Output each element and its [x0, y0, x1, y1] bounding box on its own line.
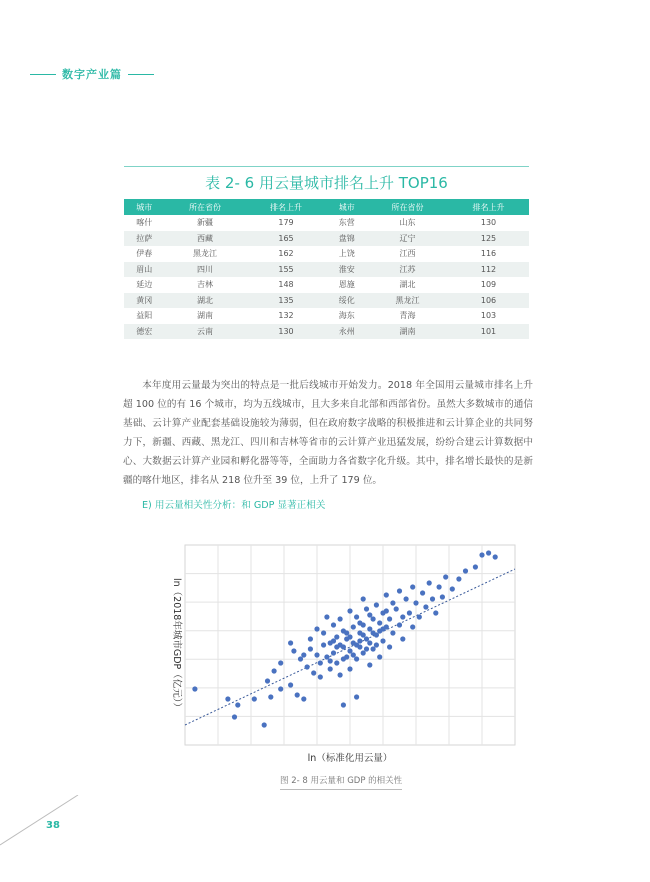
data-point [367, 662, 372, 667]
data-point [440, 594, 445, 599]
section-title: 数字产业篇 [62, 68, 122, 81]
data-point [371, 616, 376, 621]
data-point [423, 604, 428, 609]
table-cell: 上饶 [327, 246, 368, 262]
data-point [314, 652, 319, 657]
data-point [272, 668, 277, 673]
data-point [463, 568, 468, 573]
data-point [361, 650, 366, 655]
data-point [318, 674, 323, 679]
data-point [354, 642, 359, 647]
table-row [124, 324, 529, 340]
table-cell: 179 [246, 215, 327, 231]
data-point [331, 650, 336, 655]
data-point [351, 624, 356, 629]
data-point [338, 642, 343, 647]
data-point [367, 626, 372, 631]
table-cell: 山东 [367, 215, 448, 231]
data-point [397, 622, 402, 627]
data-point [295, 692, 300, 697]
data-point [354, 694, 359, 699]
table-cell: 162 [246, 246, 327, 262]
column-header: 所在省份 [165, 199, 246, 215]
column-header: 排名上升 [448, 199, 529, 215]
data-point [347, 648, 352, 653]
page-number: 38 [46, 820, 60, 831]
data-point [380, 626, 385, 631]
table-cell: 135 [246, 293, 327, 309]
data-point [374, 602, 379, 607]
data-point [311, 670, 316, 675]
table-cell: 109 [448, 277, 529, 293]
data-point [278, 686, 283, 691]
table-cell: 116 [448, 246, 529, 262]
table-cell: 四川 [165, 262, 246, 278]
data-point [394, 606, 399, 611]
table-top-rule [124, 166, 529, 167]
data-point [371, 646, 376, 651]
table-row [124, 246, 529, 262]
data-point [390, 630, 395, 635]
table-cell: 江苏 [367, 262, 448, 278]
table-row [124, 215, 529, 231]
data-point [364, 606, 369, 611]
data-point [443, 574, 448, 579]
table-cell: 新疆 [165, 215, 246, 231]
data-point [473, 564, 478, 569]
data-point [377, 620, 382, 625]
data-point [354, 656, 359, 661]
table-cell: 西藏 [165, 231, 246, 247]
ranking-table [124, 199, 529, 339]
table-cell: 黑龙江 [165, 246, 246, 262]
table-cell: 125 [448, 231, 529, 247]
data-point [367, 612, 372, 617]
data-point [361, 596, 366, 601]
data-point [486, 550, 491, 555]
data-point [331, 638, 336, 643]
table-cell: 湖南 [367, 324, 448, 340]
data-point [314, 626, 319, 631]
table-row [124, 293, 529, 309]
data-point [298, 656, 303, 661]
data-point [390, 600, 395, 605]
data-point [265, 678, 270, 683]
table-cell: 德宏 [124, 324, 165, 340]
table-cell: 伊春 [124, 246, 165, 262]
table-cell: 湖北 [367, 277, 448, 293]
data-point [318, 660, 323, 665]
table-row [124, 277, 529, 293]
table-cell: 148 [246, 277, 327, 293]
table-row [124, 231, 529, 247]
table-cell: 淮安 [327, 262, 368, 278]
table-title: 表 2- 6 用云量城市排名上升 TOP16 [205, 174, 448, 192]
data-point [384, 592, 389, 597]
data-point [364, 646, 369, 651]
data-point [338, 616, 343, 621]
table-cell: 益阳 [124, 308, 165, 324]
data-point [351, 652, 356, 657]
data-point [334, 634, 339, 639]
data-point [328, 666, 333, 671]
data-point [341, 702, 346, 707]
y-axis-label: ln（2018年城市GDP（亿元）） [171, 578, 182, 712]
data-point [235, 702, 240, 707]
table-cell: 130 [448, 215, 529, 231]
section-subheading: E) 用云量相关性分析：和 GDP 显著正相关 [142, 500, 326, 511]
data-point [410, 584, 415, 589]
table-cell: 106 [448, 293, 529, 309]
table-cell: 延边 [124, 277, 165, 293]
data-point [384, 608, 389, 613]
table-cell: 海东 [327, 308, 368, 324]
header-line-right [128, 74, 154, 75]
data-point [225, 696, 230, 701]
data-point [232, 714, 237, 719]
data-point [407, 610, 412, 615]
table-cell: 132 [246, 308, 327, 324]
table-body [124, 215, 529, 339]
paragraph-text: 本年度用云量最为突出的特点是一批后线城市开始发力。2018 年全国用云量城市排名上升超 100 位的有 16 个城市，均为五线城市，且大多来自北部和西部省份。虽然大多数城市的通信基础、云计算产业配套基础设施较为薄弱，但在政府数字战略的积极推进和云计算企业的共同努力下，新疆、西藏、黑龙江、四川和吉林等省市的云计算产业迅猛发展，纷纷合建云计算数据中心、大数据云计算产业园和孵化器等等，全面助力各省数字化升级。其中，排名增长最快的是新疆的喀什地区，排名从 218 位升至 39 位，上升了 179 位。 [123, 380, 533, 486]
data-point [354, 614, 359, 619]
table-row [124, 262, 529, 278]
data-point [357, 638, 362, 643]
data-point [404, 596, 409, 601]
column-header: 城市 [124, 199, 165, 215]
data-point [334, 660, 339, 665]
data-point [338, 672, 343, 677]
table-cell: 喀什 [124, 215, 165, 231]
table-cell: 盘锦 [327, 231, 368, 247]
data-point [192, 686, 197, 691]
table-cell: 黑龙江 [367, 293, 448, 309]
data-point [380, 638, 385, 643]
data-point [288, 682, 293, 687]
data-point [367, 640, 372, 645]
data-point [347, 634, 352, 639]
table-cell: 江西 [367, 246, 448, 262]
data-point [413, 600, 418, 605]
table-cell: 112 [448, 262, 529, 278]
data-point [377, 654, 382, 659]
table-header-row [124, 199, 529, 215]
scatter-chart [160, 535, 520, 765]
data-point [301, 696, 306, 701]
data-point [427, 580, 432, 585]
data-point [324, 614, 329, 619]
data-point [450, 586, 455, 591]
data-point [308, 636, 313, 641]
data-point [387, 644, 392, 649]
body-paragraph [123, 376, 533, 490]
table-cell: 黄冈 [124, 293, 165, 309]
data-point [291, 648, 296, 653]
decorative-diagonal [0, 795, 90, 855]
data-point [410, 624, 415, 629]
table-cell: 拉萨 [124, 231, 165, 247]
data-point [278, 660, 283, 665]
data-point [321, 642, 326, 647]
x-axis-label: ln（标准化用云量） [307, 753, 393, 764]
data-point [328, 658, 333, 663]
table-cell: 青海 [367, 308, 448, 324]
data-point [433, 610, 438, 615]
data-point [262, 722, 267, 727]
data-point [308, 646, 313, 651]
table-cell: 130 [246, 324, 327, 340]
table-cell: 103 [448, 308, 529, 324]
caption-underline [280, 789, 402, 790]
data-point [331, 622, 336, 627]
table-cell: 绥化 [327, 293, 368, 309]
table-cell: 东营 [327, 215, 368, 231]
table-cell: 吉林 [165, 277, 246, 293]
data-point [420, 590, 425, 595]
data-point [364, 636, 369, 641]
section-header [30, 66, 154, 82]
table-cell: 湖南 [165, 308, 246, 324]
data-point [288, 640, 293, 645]
table-cell: 155 [246, 262, 327, 278]
figure-caption: 图 2- 8 用云量和 GDP 的相关性 [280, 776, 403, 786]
table-cell: 眉山 [124, 262, 165, 278]
data-point [357, 620, 362, 625]
data-point [252, 696, 257, 701]
data-point [324, 654, 329, 659]
header-line-left [30, 74, 56, 75]
data-point [430, 596, 435, 601]
data-point [301, 652, 306, 657]
data-point [268, 694, 273, 699]
data-point [397, 588, 402, 593]
data-point [479, 552, 484, 557]
data-point [400, 636, 405, 641]
data-point [361, 632, 366, 637]
data-point [347, 666, 352, 671]
data-point [437, 584, 442, 589]
data-point [493, 554, 498, 559]
data-point [321, 630, 326, 635]
data-point [456, 576, 461, 581]
table-cell: 湖北 [165, 293, 246, 309]
table-cell: 云南 [165, 324, 246, 340]
data-point [305, 664, 310, 669]
table-row [124, 308, 529, 324]
column-header: 所在省份 [367, 199, 448, 215]
data-point [400, 614, 405, 619]
table-cell: 永州 [327, 324, 368, 340]
data-point [417, 614, 422, 619]
data-point [371, 630, 376, 635]
column-header: 排名上升 [246, 199, 327, 215]
table-cell: 辽宁 [367, 231, 448, 247]
data-point [347, 608, 352, 613]
data-point [387, 616, 392, 621]
table-cell: 恩施 [327, 277, 368, 293]
table-cell: 101 [448, 324, 529, 340]
table-cell: 165 [246, 231, 327, 247]
data-point [341, 656, 346, 661]
data-point [344, 630, 349, 635]
column-header: 城市 [327, 199, 368, 215]
data-point [374, 642, 379, 647]
